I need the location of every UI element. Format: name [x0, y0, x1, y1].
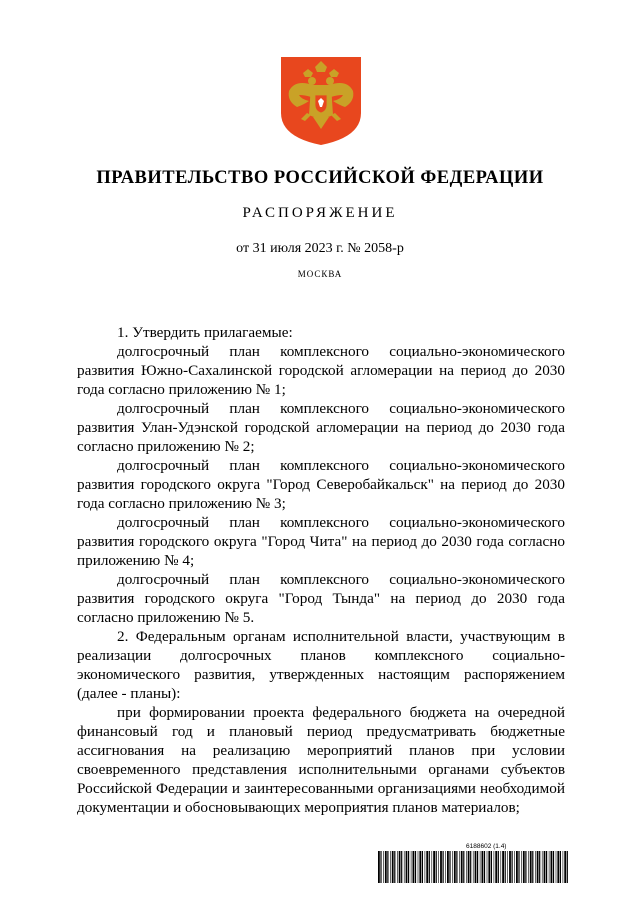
paragraph: долгосрочный план комплексного социально-экономического развития городского округа "Город Северобайкальск" на период до 2030 года согласно приложению № 3;: [77, 457, 565, 512]
paragraph: долгосрочный план комплексного социально-экономического развития городского округа "Город Тында" на период до 2030 года согласно приложению № 5.: [77, 571, 565, 626]
government-title: ПРАВИТЕЛЬСТВО РОССИЙСКОЙ ФЕДЕРАЦИИ: [96, 168, 544, 188]
document-city: МОСКВА: [297, 269, 343, 279]
paragraph: при формировании проекта федерального бюджета на очередной финансовый год и плановый период предусматривать бюджетные ассигнования на реализацию мероприятий планов при условии своевременного представления исполнительными органами субъектов Российской Федерации и заинтересованными организациями необходимой документации и обосновывающих мероприятия планов материалов;: [77, 704, 565, 816]
paragraph: долгосрочный план комплексного социально-экономического развития городского округа "Город Чита" на период до 2030 года согласно приложению № 4;: [77, 514, 565, 569]
paragraph: 1. Утвердить прилагаемые:: [117, 324, 293, 341]
paragraph: долгосрочный план комплексного социально-экономического развития Южно-Сахалинской городской агломерации на период до 2030 года согласно приложению № 1;: [77, 343, 565, 398]
paragraph: 2. Федеральным органам исполнительной власти, участвующим в реализации долгосрочных планов комплексного социально-экономического развития, утвержденных настоящим распоряжением (далее - планы):: [77, 628, 565, 702]
document-body: [77, 323, 565, 817]
document-date-number: от 31 июля 2023 г. № 2058-р: [236, 241, 404, 256]
document-code: 6188602 (1.4): [466, 843, 507, 850]
russian-coat-of-arms-icon: [277, 55, 365, 147]
paragraph: долгосрочный план комплексного социально-экономического развития Улан-Удэнской городской агломерации на период до 2030 года согласно приложению № 2;: [77, 400, 565, 455]
barcode: [378, 851, 568, 883]
document-type: РАСПОРЯЖЕНИЕ: [242, 205, 398, 221]
